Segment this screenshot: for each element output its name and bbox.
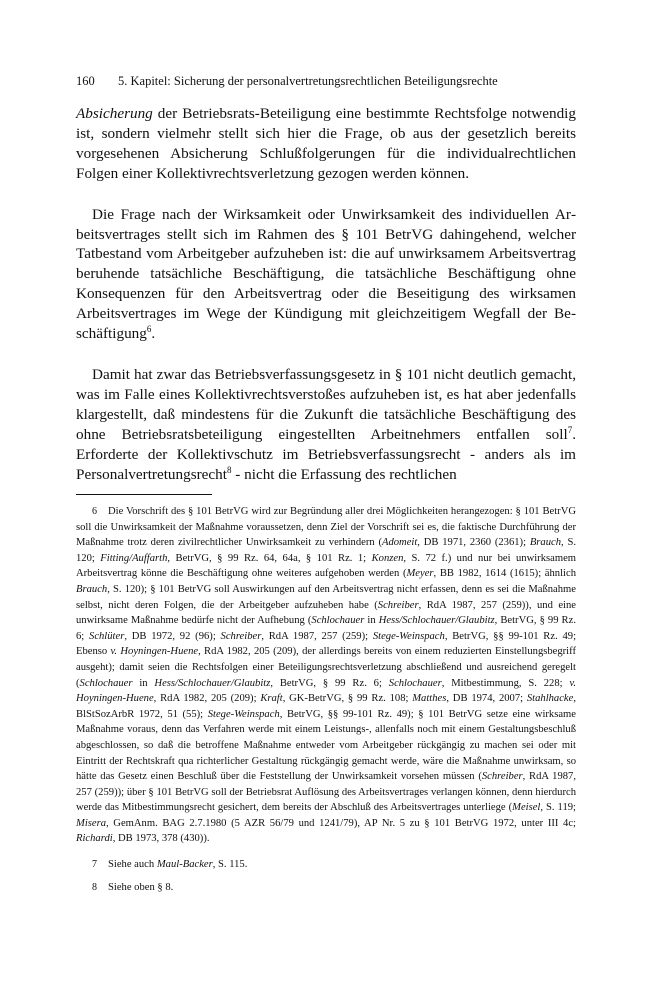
- footnote-text: , BetrVG, § 99 Rz. 6;: [270, 677, 389, 689]
- footnote-separator: [76, 494, 212, 495]
- citation-author: Schreiber: [220, 630, 262, 642]
- footnote-text: , RdA 1987, 257 (259)), und eine unwirksame Maßnahme bedürfe nicht der Aufhebung (: [76, 599, 576, 627]
- citation-author: Meisel: [512, 802, 541, 814]
- emphasis: Absicherung: [76, 105, 153, 122]
- footnote-text: , S. 72 f.) und nur bei unwirksamem Arbeitsvertrag könne die Beschäftigung ohne weiteres aufgehoben werden (: [76, 552, 577, 580]
- footnote-text: , GemAnm. BAG 2.7.1980 (5 AZR 56/79 und 1241/79), AP Nr. 5 zu § 101 BetrVG 1972, unter III 4c;: [106, 817, 576, 829]
- citation-author: v. Hoyningen-Huene: [110, 646, 199, 658]
- citation-author: Schlüter: [89, 630, 125, 642]
- footnote-text: , S. 120;: [76, 537, 576, 564]
- main-text: [76, 104, 576, 484]
- paragraph-text: Die Frage nach der Wirksamkeit oder Unwirksamkeit des individuellen Arbeitsvertrages stellt sich im Rahmen des § 101 BetrVG dahingehend, welcher Tatbestand vom Arbeitgeber aufzuheben ist: die auf unwirksamem Arbeitsvertrag beruhende tatsächliche Beschäftigung, die tatsächliche Beschäftigung ohne Konsequenzen für den Arbeitsvertrag oder die Beseitigung des wirksamen Arbeitsvertrages im Wege der Kündigung mit gleichzeitigem Wegfall der Beschäftigung: [76, 205, 576, 343]
- footnote-text: , BetrVG, §§ 99-101 Rz. 49); § 101 BetrVG setze eine wirksame Maßnahme voraus, denn das Verfahren werde mit einem Leistungs-, allenfalls noch mit einem Gestaltungsbeschluß abgeschlossen, so daß die betroffene Maßnahme entweder vom Arbeitgeber rückgängig zu machen sei oder mit Eintritt der Rechtskraft qua richterlicher Gestaltung rückgängig gemacht werde, wäre die Maßnahme unwirksam, so hätte das Gesetz einen Beschluß über die Feststellung der Unwirksamkeit vorsehen müssen (: [76, 708, 576, 783]
- footnotes: [76, 504, 576, 895]
- footnote-text: , DB 1972, 92 (96);: [124, 630, 221, 642]
- citation-author: Richardi: [76, 833, 113, 845]
- footnote-text: , RdA 1982, 205 (209);: [153, 693, 261, 705]
- footnote-6: [76, 504, 576, 847]
- paragraph-text: Damit hat zwar das Betriebsverfassungsgesetz in § 101 nicht deutlich gemacht, was im Falle eines Kollektivrechtsverstoßes aufzuheben ist, es hat aber jedenfalls klargestellt, daß mindestens für die Zukunft die tatsächliche Beschäftigung des ohne Betriebsratsbeteiligung eingestellten Arbeitnehmers entfallen soll: [76, 365, 576, 443]
- footnote-7: [76, 857, 576, 873]
- footnote-text: , BetrVG, § 99 Rz. 6;: [76, 615, 576, 642]
- paragraph-text: .: [151, 325, 156, 343]
- footnote-ref-8[interactable]: 8: [226, 464, 232, 475]
- footnote-text: , GK-BetrVG, § 99 Rz. 108;: [282, 693, 413, 705]
- footnote-text: , DB 1971, 2360 (2361);: [417, 537, 530, 549]
- footnote-text: , RdA 1987, 257 (259);: [261, 630, 373, 642]
- paragraph-text: - nicht die Erfassung des rechtlichen: [231, 465, 457, 483]
- paragraph-3: [76, 365, 576, 484]
- footnote-text: Siehe oben § 8.: [108, 881, 174, 893]
- citation-author: Fitting/Auffarth: [100, 552, 168, 564]
- citation-author: Schreiber: [481, 771, 523, 783]
- footnote-text: , DB 1973, 378 (430)).: [112, 833, 210, 845]
- citation-author: Stege-Weinspach: [207, 708, 280, 720]
- footnote-ref-7[interactable]: 7: [567, 424, 573, 435]
- footnote-text: , BB 1982, 1614 (1615); ähnlich: [433, 568, 576, 580]
- paragraph-text: der Betriebsrats-Beteiligung eine bestimmte Rechtsfolge notwendig ist, sondern vielmehr stellt sich hier die Frage, ob aus der gesetzlich bereits vorgesehenen Absicherung Schlußfolgerungen für die individualrechtlichen Folgen einer Kollektivrechtsverletzung gezogen werden können.: [76, 105, 576, 182]
- citation-author: Brauch: [529, 537, 562, 549]
- citation-author: Stege-Weinspach: [372, 630, 445, 642]
- footnote-text: , S. 120); § 101 BetrVG soll Auswirkungen auf den Arbeitsvertrag nicht erfassen, denn es sei die Maßnahme selbst, nicht deren Folgen, die der Arbeitgeber aufzuheben habe (: [76, 583, 576, 611]
- footnote-text: , S. 119;: [540, 802, 576, 814]
- citation-author: Hess/Schlochauer/Glaubitz: [378, 615, 495, 627]
- footnote-ref-6[interactable]: 6: [146, 324, 152, 334]
- footnote-8: [76, 880, 576, 896]
- running-title: 5. Kapitel: Sicherung der personalvertretungsrechtlichen Beteiligungsrechte: [118, 74, 498, 88]
- footnote-text: in: [132, 677, 155, 689]
- footnote-text: , DB 1974, 2007;: [446, 693, 527, 705]
- paragraph-2: [76, 205, 576, 344]
- footnote-text: in: [364, 615, 379, 627]
- citation-author: Schlochauer: [79, 677, 133, 689]
- citation-author: v. Hoyningen-Huene: [76, 677, 577, 705]
- page-number: 160: [76, 74, 95, 88]
- footnote-text: , BlStSozArbR 1972, 51 (55);: [76, 693, 576, 720]
- citation-author: Misera: [76, 817, 107, 829]
- citation-author: Konzen: [371, 552, 404, 564]
- footnote-text: , RdA 1987, 257 (259)); über § 101 BetrVG soll der Betriebsrat Auflösung des Arbeitsvertrages verlangen können, denn hierdurch werde das Mitbestimmungsrecht gesichert, dem bereits der Abschluß des Arbeitsvertrages unterliege (: [76, 771, 576, 814]
- citation-author: Schlochauer: [388, 677, 442, 689]
- citation-author: Meyer: [406, 568, 434, 580]
- paragraph-1: [76, 104, 576, 184]
- footnote-text: , BetrVG, § 99 Rz. 64, 64a, § 101 Rz. 1;: [167, 552, 372, 564]
- citation-author: Schlochauer: [311, 615, 365, 627]
- footnote-number: 8: [92, 881, 97, 893]
- citation-author: Kraft: [260, 693, 283, 705]
- citation-author: Adomeit: [381, 537, 418, 549]
- footnote-number: 7: [92, 859, 97, 871]
- footnote-text: Siehe auch: [108, 859, 157, 871]
- footnote-text: , RdA 1982, 205 (209), der allerdings bereits von einem reduzierten Einstellungsbegriff ausgeht); damit seien die Rechtsfolgen einer Beteiligungsrechtsverletzung abschließend und ausreichend geregelt (: [76, 646, 576, 689]
- citation-author: Maul-Backer: [156, 859, 213, 871]
- citation-author: Hess/Schlochauer/Glaubitz: [154, 677, 271, 689]
- footnote-text: , S. 115.: [212, 859, 248, 871]
- footnote-number: 6: [92, 506, 97, 517]
- citation-author: Schreiber: [377, 599, 419, 611]
- footnote-text: , BetrVG, §§ 99-101 Rz. 49; Ebenso: [76, 630, 577, 658]
- footnote-text: , Mitbestimmung, S. 228;: [441, 677, 570, 689]
- citation-author: Brauch: [76, 583, 108, 595]
- paragraph-text: . Erforderte der Kollektivschutz im Betriebsverfassungsrecht - anders als im Personalvertretungsrecht: [76, 425, 576, 483]
- footnote-text: Die Vorschrift des § 101 BetrVG wird zur Begründung aller drei Möglichkeiten herangezogen: § 101 BetrVG soll die Unwirksamkeit der Maßnahme voraussetzen, denn Ziel der Vorschrift sei es, die faktische Durchführung der Maßnahme trotz deren zivilrechtlicher Unwirksamkeit zu verhindern (: [76, 506, 576, 549]
- citation-author: Stahlhacke: [526, 693, 574, 705]
- citation-author: Matthes: [412, 693, 447, 705]
